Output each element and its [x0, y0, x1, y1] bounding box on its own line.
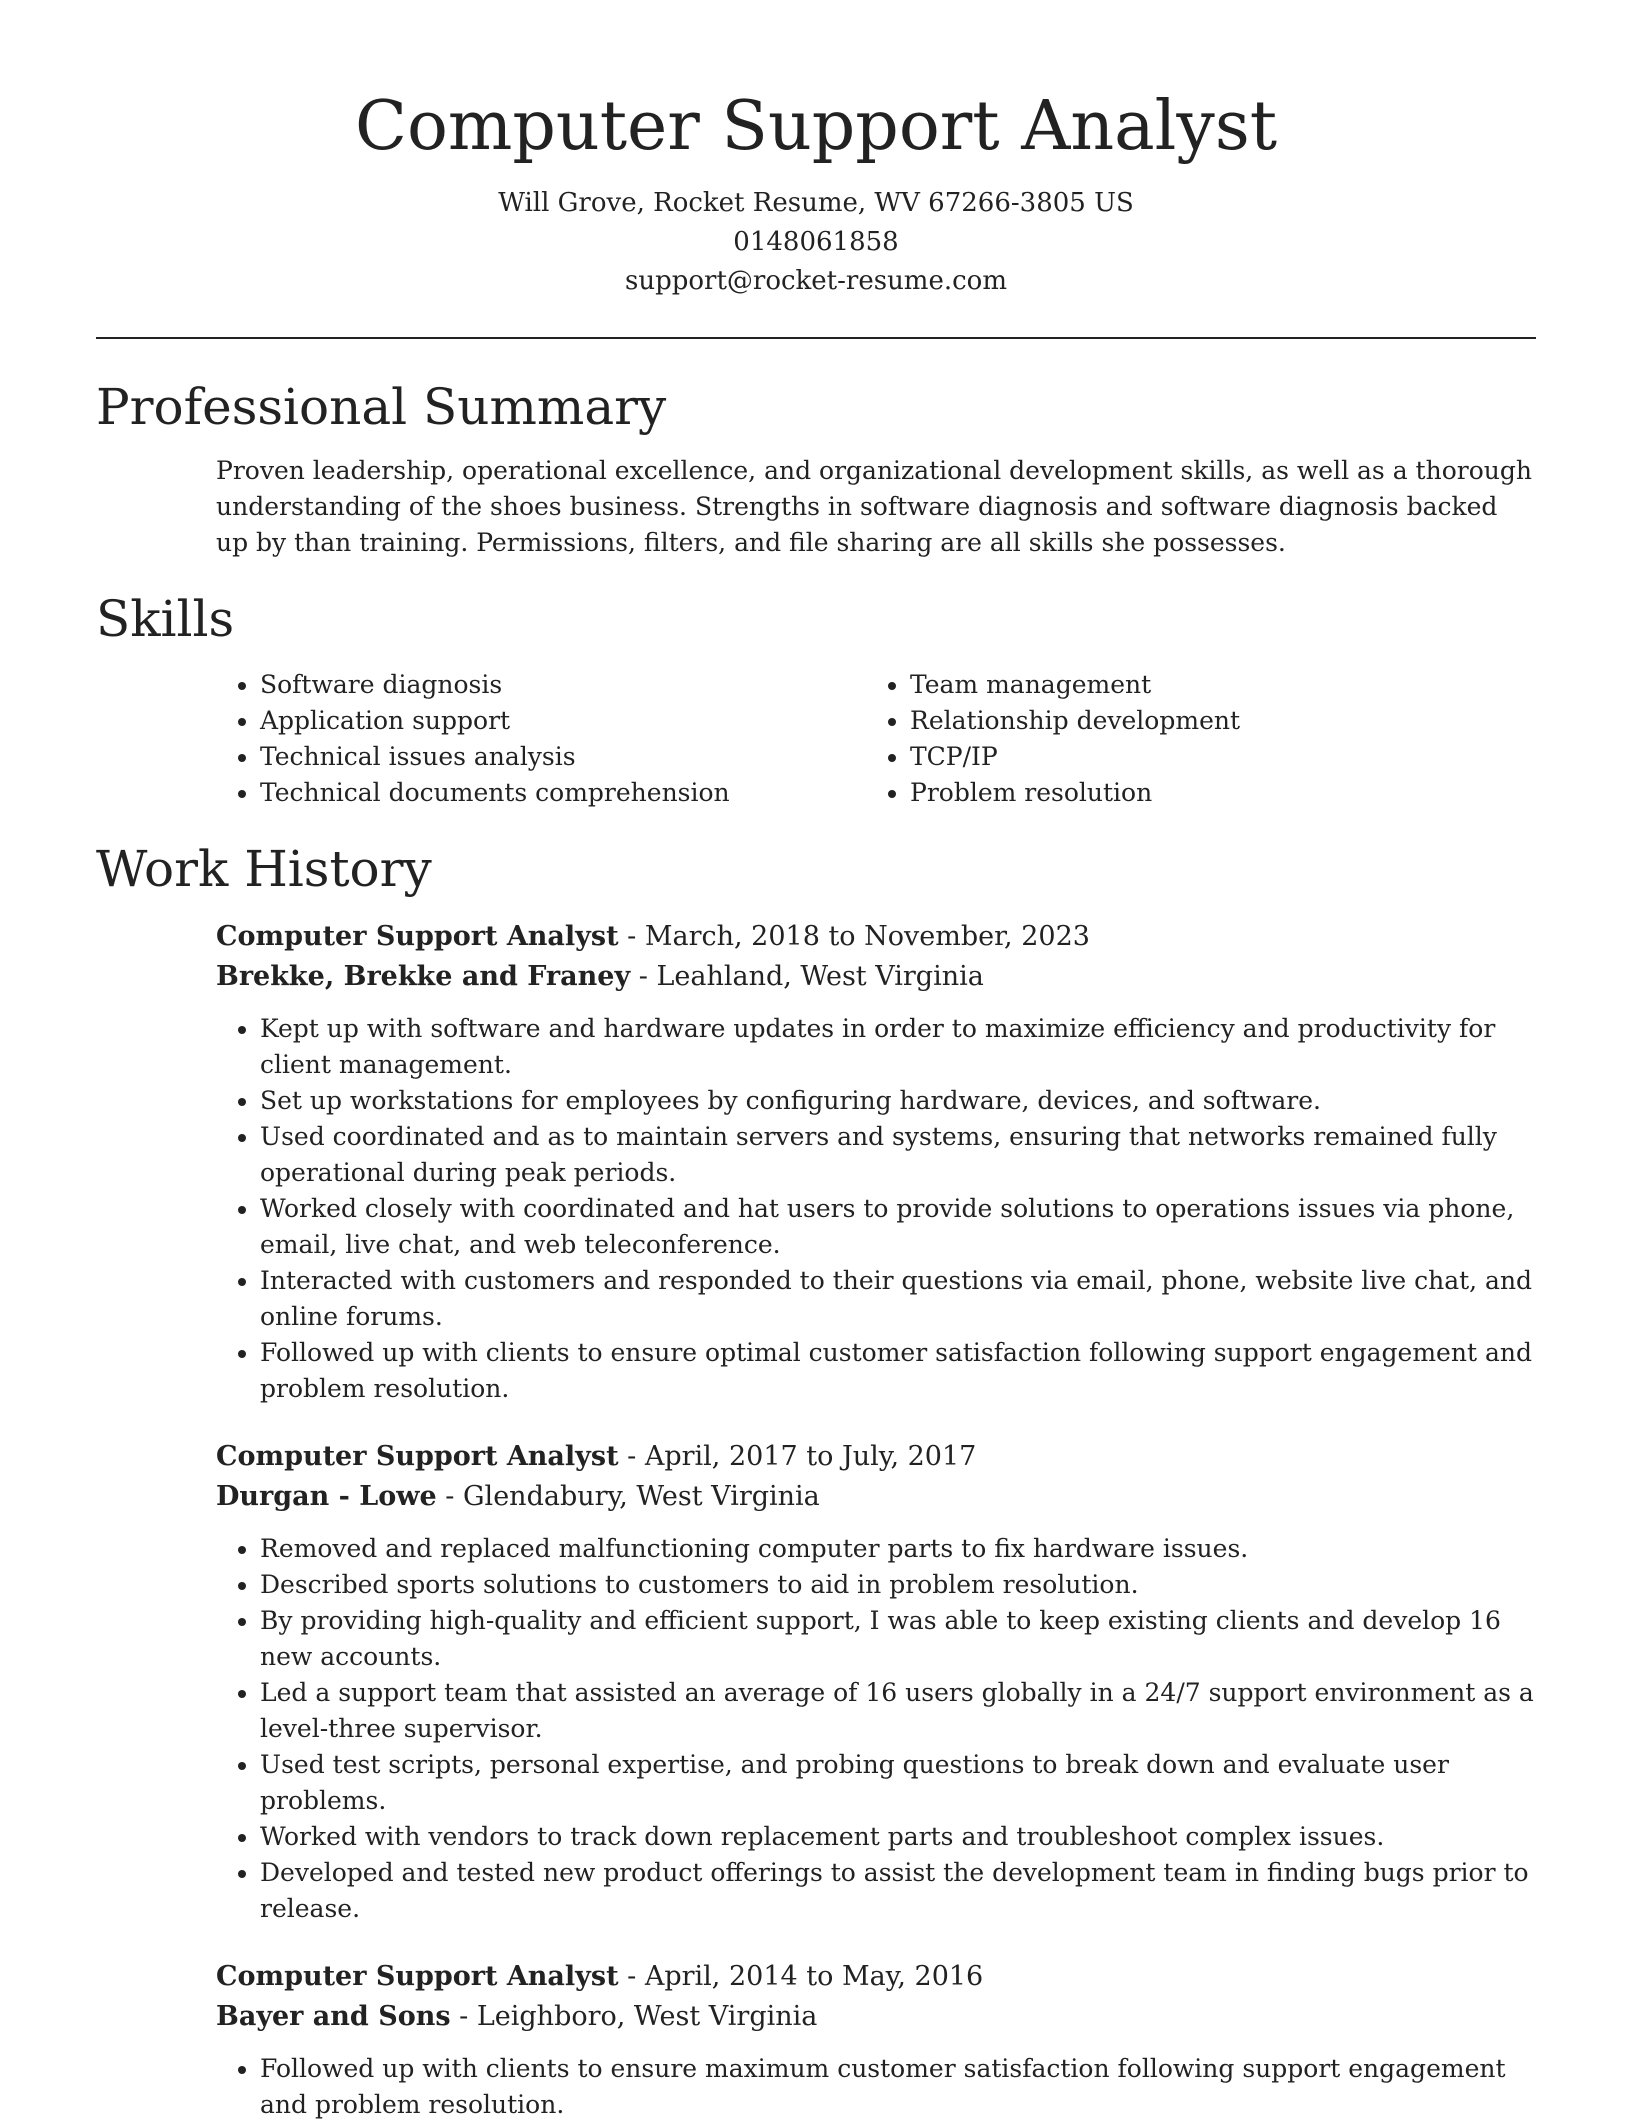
- work-history-heading: Work History: [96, 840, 432, 898]
- job-bullets: [216, 1011, 1536, 1407]
- job-location: - Leahland, West Virginia: [630, 961, 984, 992]
- job-dates: - March, 2018 to November, 2023: [618, 921, 1090, 952]
- skill-item: • Software diagnosis: [260, 667, 866, 703]
- skills-section: [96, 587, 1536, 811]
- job-bullet: • Used test scripts, personal expertise, and probing questions to break down and evaluate user problems.: [260, 1747, 1536, 1819]
- contact-phone: 0148061858: [733, 227, 899, 257]
- job-bullet: • Followed up with clients to ensure maximum customer satisfaction following support engagement and problem resolution.: [260, 2051, 1536, 2123]
- job-bullet: • Led a support team that assisted an average of 16 users globally in a 24/7 support environment as a level-three supervisor.: [260, 1675, 1536, 1747]
- job-bullet: • Interacted with customers and responded to their questions via email, phone, website live chat, and online forums.: [260, 1263, 1536, 1335]
- job-bullets: [216, 2051, 1536, 2123]
- job-bullet: • Worked with vendors to track down replacement parts and troubleshoot complex issues.: [260, 1819, 1536, 1855]
- skills-grid: [216, 667, 1536, 811]
- job-title: Computer Support Analyst: [216, 1441, 619, 1472]
- job-bullet: • Worked closely with coordinated and hat users to provide solutions to operations issues via phone, email, live chat, and web teleconference.: [260, 1191, 1536, 1263]
- summary-heading: Professional Summary: [96, 378, 667, 436]
- skills-column-right: [866, 667, 1516, 811]
- job-entry: [216, 917, 1536, 1407]
- job-bullet: • Followed up with clients to ensure optimal customer satisfaction following support engagement and problem resolution.: [260, 1335, 1536, 1407]
- job-bullet: • By providing high-quality and efficient support, I was able to keep existing clients and develop 16 new accounts.: [260, 1603, 1536, 1675]
- job-company-line: [216, 1477, 1536, 1517]
- job-company-line: [216, 957, 1536, 997]
- job-title-line: [216, 1437, 1536, 1477]
- job-title-line: [216, 917, 1536, 957]
- job-entry: [216, 1957, 1536, 2123]
- job-title: Computer Support Analyst: [216, 921, 619, 952]
- job-bullet: • Removed and replaced malfunctioning computer parts to fix hardware issues.: [260, 1531, 1536, 1567]
- resume-name: Computer Support Analyst: [354, 87, 1278, 166]
- job-location: - Glendabury, West Virginia: [436, 1481, 820, 1512]
- job-bullet: • Kept up with software and hardware updates in order to maximize efficiency and productivity for client management.: [260, 1011, 1536, 1083]
- job-title-line: [216, 1957, 1536, 1997]
- contact-address: Will Grove, Rocket Resume, WV 67266-3805 US: [498, 188, 1134, 218]
- header-divider: [96, 337, 1536, 339]
- job-company: Brekke, Brekke and Franey: [216, 961, 631, 992]
- summary-text: Proven leadership, operational excellence, and organizational development skills, as well as a thorough understanding of the shoes business. Strengths in software diagnosis and software diagnosis backed up by than training. Permissions, filters, and file sharing are all skills she possesses.: [216, 456, 1532, 557]
- job-company-line: [216, 1997, 1536, 2037]
- job-entry: [216, 1437, 1536, 1927]
- job-company: Bayer and Sons: [216, 2001, 451, 2032]
- skill-item: • Problem resolution: [910, 775, 1516, 811]
- job-company: Durgan - Lowe: [216, 1481, 437, 1512]
- skills-column-left: [216, 667, 866, 811]
- job-bullet: • Used coordinated and as to maintain servers and systems, ensuring that networks remained fully operational during peak periods.: [260, 1119, 1536, 1191]
- skill-item: • Technical issues analysis: [260, 739, 866, 775]
- contact-email: support@rocket-resume.com: [624, 266, 1007, 296]
- skill-item: • Team management: [910, 667, 1516, 703]
- work-history-section: [96, 837, 1536, 2123]
- job-dates: - April, 2014 to May, 2016: [618, 1961, 984, 1992]
- summary-section: [96, 375, 1536, 561]
- job-dates: - April, 2017 to July, 2017: [618, 1441, 977, 1472]
- skill-item: • Relationship development: [910, 703, 1516, 739]
- skill-item: • Technical documents comprehension: [260, 775, 866, 811]
- resume-header: [96, 0, 1536, 301]
- job-bullet: • Described sports solutions to customers to aid in problem resolution.: [260, 1567, 1536, 1603]
- contact-block: [96, 184, 1536, 301]
- job-title: Computer Support Analyst: [216, 1961, 619, 1992]
- skill-item: • TCP/IP: [910, 739, 1516, 775]
- job-bullets: [216, 1531, 1536, 1927]
- job-bullet: • Set up workstations for employees by configuring hardware, devices, and software.: [260, 1083, 1536, 1119]
- skills-heading: Skills: [96, 590, 235, 648]
- skill-item: • Application support: [260, 703, 866, 739]
- job-location: - Leighboro, West Virginia: [450, 2001, 818, 2032]
- job-bullet: • Developed and tested new product offerings to assist the development team in finding bugs prior to release.: [260, 1855, 1536, 1927]
